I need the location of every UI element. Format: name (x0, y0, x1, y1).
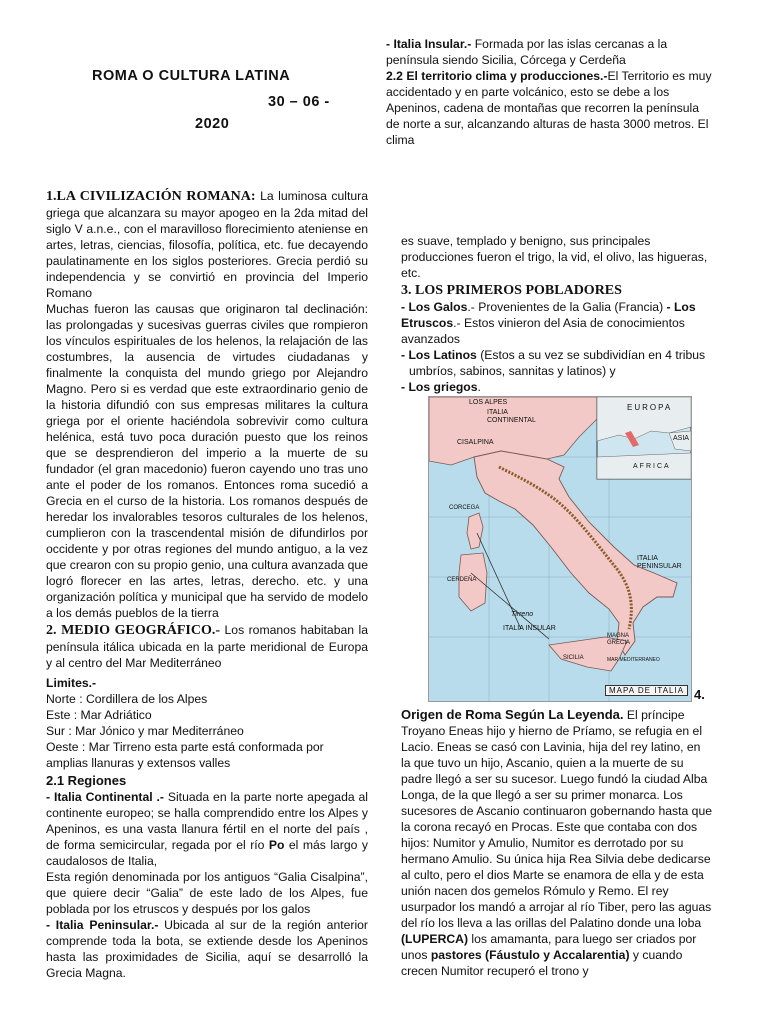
clima-paragraph: 2.2 El territorio clima y producciones.-El Territorio es muy accidentado y en parte volcánico, esto se debe a los Apeninos, cadena de montañas que recorren la península de norte a sur, alcanzando alturas de hasta 3000 metros. El clima (386, 69, 712, 147)
limit-north: Norte : Cordillera de los Alpes (46, 692, 208, 706)
italia-insular: - Italia Insular.- Formada por las islas cercanas a la península siendo Sicilia, Córcega y Cerdeña (386, 37, 668, 67)
map-label-sicilia: SICILIA (563, 655, 584, 661)
section-4-number: 4. (694, 687, 705, 702)
italia-peninsular: - Italia Peninsular.- Ubicada al sur de la región anterior comprende toda la bota, se extiende desde los Apeninos hasta las proximidades de Sicilia, aquí se desarrolló la Grecia Magna. (46, 918, 368, 980)
section-2-intro: 2. MEDIO GEOGRÁFICO.- Los romanos habitaban la península itálica ubicada en la parte meridional de Europa y al centro del Mar Mediterráneo (46, 623, 368, 670)
map-label-tirreno: Tirreno (511, 611, 534, 618)
limit-south: Sur : Mar Jónico y mar Mediterráneo (46, 724, 244, 738)
pobladores-latinos: - Los Latinos (Estos a su vez se subdividían en 4 tribus umbríos, sabinos, sannitas y latinos) y (401, 348, 706, 378)
map-label-africa: AFRICA (633, 463, 671, 470)
section-4-heading: Origen de Roma Según La Leyenda. (401, 707, 624, 722)
limit-west: Oeste : Mar Tirreno esta parte está conformada por amplias llanuras y extensos valles (46, 740, 324, 770)
section-1-paragraph: Muchas fueron las causas que originaron tal declinación: las prolongadas y sucesivas guerras civiles que rompieron los vínculos espirituales de los helenos, la relajación de las costumbres, la ausencia de virtudes ciudadanas y finalmente la conquista del mundo griego por Alejandro Magno. Pero si es verdad que este extraordinario genio de la historia difundió con sus empresas militares la cultura griega por el oriente haciéndola sobrevivir como cultura helénica, está tuvo poca duración puesto que los reinos que se desprendieron del imperio a la muerte de su fundador (el gran macedonio) fueron cayendo uno tras uno ante el poder de los romanos. Entonces roma sucedió a Grecia en el curso de la historia. Los romanos después de heredar los invalorables tesoros culturales de los helenos, cumplieron con la trascendental misión de difundirlos por occidente y por otras regiones del mundo antiguo, a la vez que crearon con su propio genio, una cultura avanzada que logró florecer en las artes, letras, derecho. etc. y una organización política y municipal que ha servido de modelo a los demás pueblos de la tierra (46, 302, 368, 620)
map-label-magna: MAGNA GRECIA (607, 633, 631, 646)
galia-cisalpina: Esta región denominada por los antiguos “Galia Cisalpina”, que quiere decir “Galia” de este lado de los Alpes, fue poblada por los etruscos y después por los galos (46, 870, 368, 916)
map-label-europa: EUROPA (627, 403, 673, 412)
section-4-paragraph: Origen de Roma Según La Leyenda. El príncipe Troyano Eneas hijo y hierno de Príamo, se refugia en el Lacio. Eneas se casó con Lavinia, hija del rey latino, en la que tuvo un hijo, Ascanio, quien a la muerte de su padre llegó a ser su sucesor. Luego fundó la ciudad Alba Longa, de la que llegó a ser su primer monarca. Los sucesores de Ascanio continuaron gobernando hasta que la corona recayó en Procas. Este que contaba con dos hijos: Numitor y Amulio, Numitor es derrotado por su hermano Amulio. Su única hija Rea Silvia debe dedicarse al culto, pero el dios Marte se enamora de ella y de esta unión nacen dos gemelos Rómulo y Remo. El rey usurpador los mandó a arrojar al río Tiber, pero las aguas del río los lleva a las orillas del Palatino donde una loba (LUPERCA) los amamanta, para luego ser criados por unos pastores (Fáustulo y Accalarentia) y cuando crecen Numitor recuperó el trono y (401, 707, 713, 978)
clima-continuation: es suave, templado y benigno, sus principales producciones fueron el trigo, la vid, el olivo, las higueras, etc. (401, 234, 708, 280)
pobladores-griegos: - Los griegos. (401, 380, 481, 394)
map-caption: MAPA DE ITALIA (605, 685, 688, 696)
map-label-insular: ITALIA INSULAR (503, 625, 556, 632)
map-label-asia: ASIA (673, 435, 689, 442)
section-1-heading: 1.LA CIVILIZACIÓN ROMANA: (46, 189, 256, 204)
map-label-peninsular: ITALIA PENINSULAR (637, 555, 682, 570)
section-2-heading: 2. MEDIO GEOGRÁFICO.- (46, 623, 221, 638)
regions-title: 2.1 Regiones (46, 773, 127, 788)
right-column-top (386, 36, 712, 148)
right-column-middle (401, 233, 721, 395)
document-title: ROMA O CULTURA LATINA (92, 68, 291, 84)
limits-title: Limites.- (46, 676, 97, 690)
section-1-intro: 1.LA CIVILIZACIÓN ROMANA: La luminosa cultura griega que alcanzara su mayor apogeo en la 2da mitad del siglo V a.n.e., con el maravilloso florecimiento ateniense en artes, letras, ciencias, filosofía, política, etc. fue decayendo paulatinamente en los siglos posteriores. Grecia perdió su independencia y se convirtió en provincia del Imperio Romano (46, 189, 368, 300)
pobladores-galos-etruscos: - Los Galos.- Provenientes de la Galia (Francia) - Los Etruscos.- Estos vinieron del Asia de conocimientos avanzados (401, 300, 696, 346)
italy-map (428, 396, 692, 702)
map-label-mediterraneo: MAR MEDITERRANEO (607, 657, 660, 663)
date-line-1: 30 – 06 - (268, 94, 330, 110)
limit-east: Este : Mar Adriático (46, 708, 152, 722)
map-label-alpes: LOS ALPES (469, 399, 508, 406)
map-label-corcega: CORCEGA (449, 505, 480, 511)
map-label-cisalpina: CISALPINA (457, 439, 494, 446)
section-3-heading: 3. LOS PRIMEROS POBLADORES (401, 283, 622, 298)
corsica-island (467, 513, 483, 549)
left-column (46, 188, 368, 981)
map-label-cerdena: CERDEÑA (447, 577, 477, 583)
date-line-2: 2020 (195, 116, 230, 132)
map-label-continental: ITALIA CONTINENTAL (487, 409, 536, 424)
section-4 (401, 707, 712, 979)
italia-continental: - Italia Continental .- Situada en la parte norte apegada al continente europeo; se halla comprendido entre los Alpes y Apeninos, es una vasta llanura fértil en el norte del país , de forma semicircular, regada por el río Po el más largo y caudalosos de Italia, (46, 790, 368, 868)
